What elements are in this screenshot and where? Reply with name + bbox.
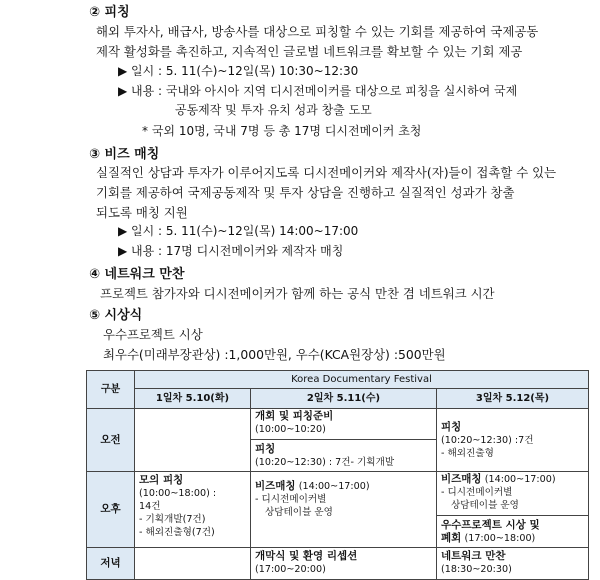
day2-morning-pitching-time: (10:20~12:30) : 7건- 기획개발	[255, 457, 395, 468]
section-heading-network: ④ 네트워크 만찬	[89, 267, 185, 282]
day3-award-title-line1: 우수프로젝트 시상 및	[441, 519, 540, 531]
day1-mock-pitching-sub2: - 해외진출형(7건)	[139, 527, 215, 538]
biz-desc-line3: 되도록 매칭 지원	[96, 205, 188, 220]
pitching-content-line1: ▶ 내용 : 국내와 아시아 지역 디시전메이커를 대상으로 피칭을 실시하여 국제	[118, 84, 518, 98]
pitching-note: * 국외 10명, 국내 7명 등 총 17명 디시전메이커 초청	[142, 124, 422, 138]
day3-award-time: (17:00~18:00)	[464, 533, 536, 544]
day1-morning-cell	[135, 409, 251, 472]
day2-reception-time: (17:00~20:00)	[255, 564, 326, 575]
day3-morning-pitching-title: 피칭	[441, 420, 462, 433]
day2-evening-cell	[251, 548, 437, 580]
pitching-desc-line2: 제작 활성화를 촉진하고, 지속적인 글로벌 네트워크를 확보할 수 있는 기회 제공	[96, 44, 523, 59]
day1-mock-pitching-sub1: - 기획개발(7건)	[139, 514, 206, 525]
table-header-day1: 1일차 5.10(화)	[135, 389, 251, 409]
section-heading-biz-matching: ③ 비즈 매칭	[89, 147, 160, 162]
day2-reception-title: 개막식 및 환영 리셉션	[255, 550, 358, 562]
pitching-desc-line1: 해외 투자사, 배급사, 방송사를 대상으로 피칭할 수 있는 기회를 제공하여 국제공동	[96, 24, 539, 39]
day2-biz-matching-title: 비즈매칭	[255, 480, 296, 492]
biz-desc-line2: 기회를 제공하여 국제공동제작 및 투자 상담을 진행하고 실질적인 성과가 창출	[96, 185, 515, 200]
day3-evening-cell	[437, 548, 589, 580]
award-line1: 우수프로젝트 시상	[103, 327, 203, 342]
row-header-afternoon: 오후	[87, 472, 135, 548]
table-header-day3: 3일차 5.12(목)	[437, 389, 589, 409]
day1-afternoon-cell	[135, 472, 251, 548]
section-heading-award: ⑤ 시상식	[89, 308, 143, 323]
day3-morning-pitching-time: (10:20~12:30) :7건	[441, 434, 534, 446]
day3-biz-matching-sub1: - 디시전메이커별	[441, 487, 513, 498]
day3-dinner-time: (18:30~20:30)	[441, 564, 512, 575]
table-header-day2: 2일차 5.11(수)	[251, 389, 437, 409]
day2-biz-matching-time: (14:00~17:00)	[298, 481, 370, 492]
day1-mock-pitching-count: 14건	[139, 501, 161, 512]
award-line2: 최우수(미래부장관상) :1,000만원, 우수(KCA원장상) :500만원	[103, 347, 446, 362]
day3-afternoon-cell	[437, 472, 589, 548]
row-header-morning: 오전	[87, 409, 135, 472]
pitching-content-line2: 공동제작 및 투자 유치 성과 창출 도모	[175, 103, 372, 117]
day1-mock-pitching-title: 모의 피칭	[139, 474, 184, 486]
day2-biz-matching-sub1: - 디시전메이커별	[255, 494, 327, 505]
row-header-evening: 저녁	[87, 548, 135, 580]
network-desc: 프로젝트 참가자와 디시전메이커가 함께 하는 공식 만찬 겸 네트워크 시간	[100, 286, 495, 301]
day3-biz-matching-time: (14:00~17:00)	[484, 474, 556, 485]
day2-afternoon-cell	[251, 472, 437, 548]
day3-morning-cell	[437, 409, 589, 472]
schedule-table	[86, 370, 589, 580]
day1-mock-pitching-time: (10:00~18:00) :	[139, 488, 217, 499]
day2-morning-pitching-title: 피칭	[255, 443, 276, 455]
day2-morning-opening-title: 개회 및 피칭준비	[255, 410, 334, 422]
biz-date: ▶ 일시 : 5. 11(수)~12일(목) 14:00~17:00	[118, 224, 359, 238]
day3-biz-matching-sub2: 상담테이블 운영	[451, 500, 519, 511]
day2-biz-matching-sub2: 상담테이블 운영	[265, 507, 333, 518]
day3-biz-matching-title: 비즈매칭	[441, 473, 482, 485]
pitching-date: ▶ 일시 : 5. 11(수)~12일(목) 10:30~12:30	[118, 64, 359, 78]
section-heading-pitching: ② 피칭	[89, 5, 130, 20]
biz-desc-line1: 실질적인 상담과 투자가 이루어지도록 디시전메이커와 제작사(자)들이 접촉할 수 있는	[96, 165, 557, 180]
table-header-category: 구분	[87, 371, 135, 409]
day3-dinner-title: 네트워크 만찬	[441, 550, 506, 562]
day3-morning-pitching-sub: - 해외진출형	[441, 447, 494, 459]
day2-morning-cell	[251, 409, 437, 472]
table-header-festival: Korea Documentary Festival	[135, 371, 589, 389]
day1-evening-cell	[135, 548, 251, 580]
biz-content: ▶ 내용 : 17명 디시전메이커와 제작자 매칭	[118, 244, 344, 258]
day2-morning-opening-time: (10:00~10:20)	[255, 424, 326, 435]
day3-award-title-line2: 폐회	[441, 532, 462, 544]
